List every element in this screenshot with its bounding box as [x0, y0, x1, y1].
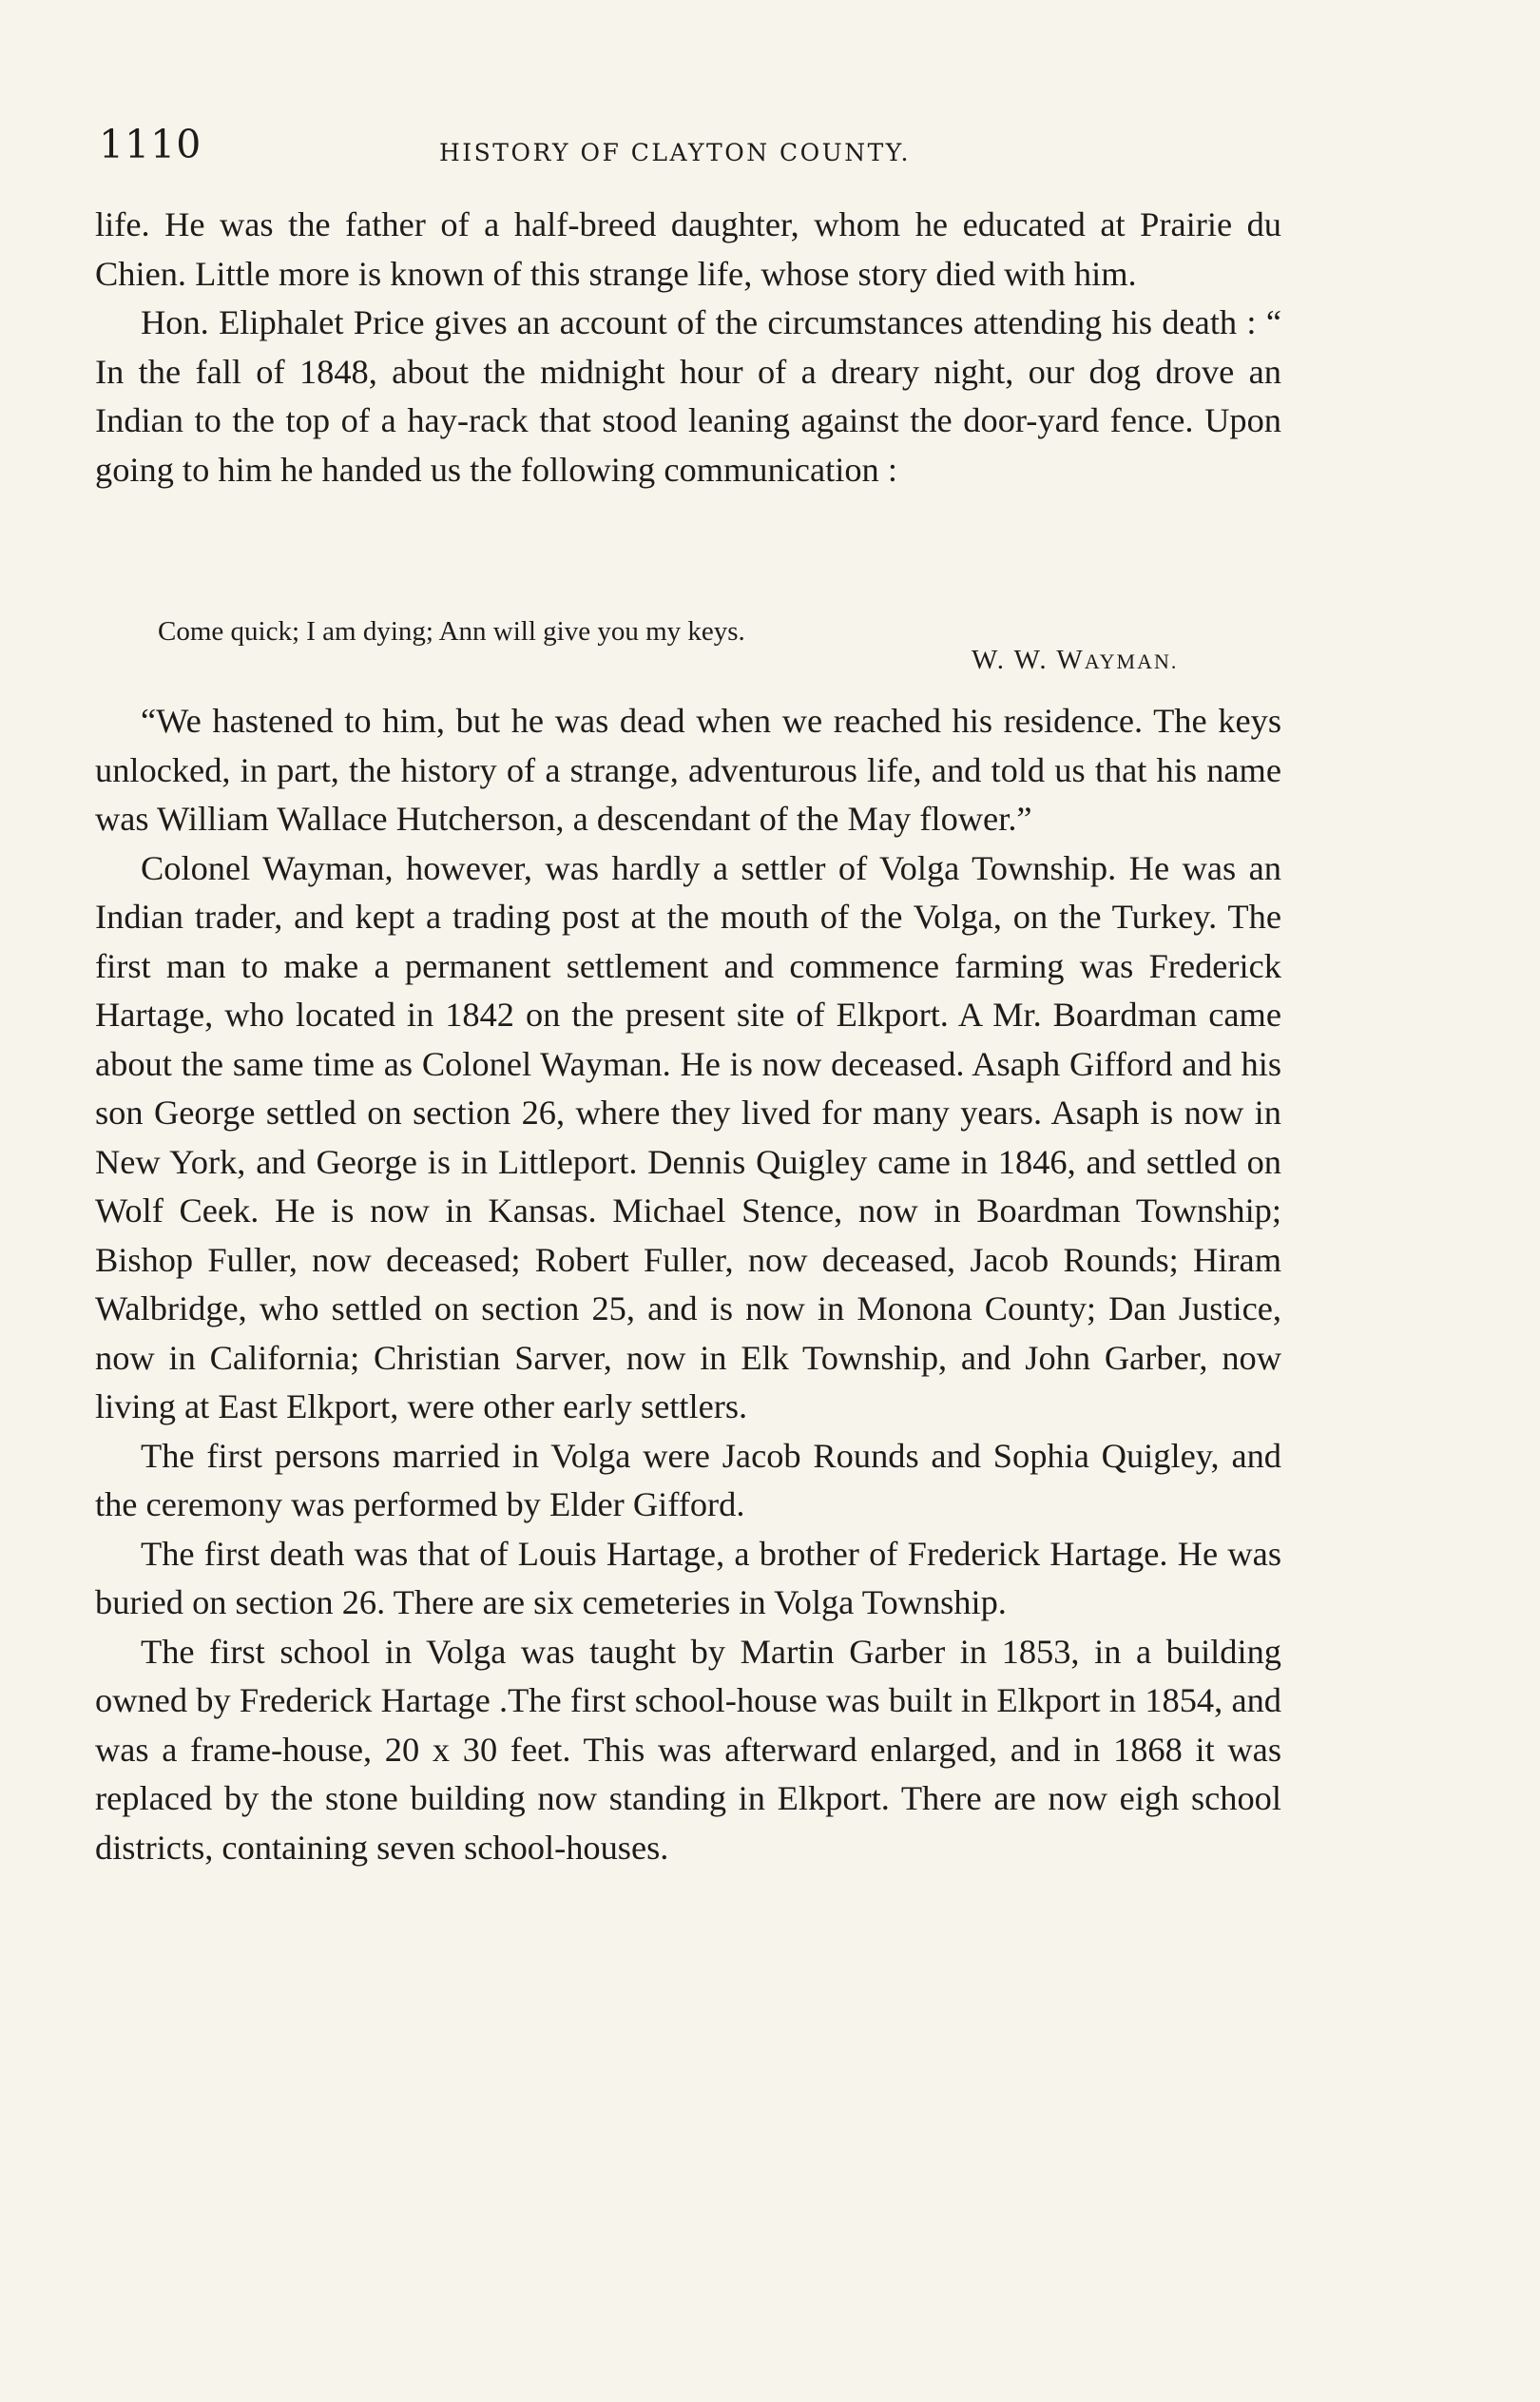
- running-head: HISTORY OF CLAYTON COUNTY.: [439, 139, 912, 166]
- paragraph: The first persons married in Volga were Jacob Rounds and Sophia Quigley, and the ceremony was performed by Elder Gifford.: [95, 1436, 1281, 1523]
- body-text-bottom: [95, 697, 1281, 1872]
- signature-surname: AYMAN.: [1084, 649, 1179, 673]
- signature-initials: W. W. W: [972, 645, 1085, 675]
- paragraph: life. He was the father of a half-breed daughter, whom he educated at Prairie du Chien. Little more is known of this strange life, whose story died with him.: [95, 205, 1281, 293]
- paragraph: Hon. Eliphalet Price gives an account of the circumstances attending his death : “ In the fall of 1848, about the midnight hour of a dreary night, our dog drove an Indian to the top of a hay-rack that stood leaning against the door-yard fence. Upon going to him he handed us the following communication :: [95, 303, 1281, 489]
- note-text: Come quick; I am dying; Ann will give you my keys.: [158, 616, 745, 647]
- paragraph: Colonel Wayman, however, was hardly a settler of Volga Township. He was an Indian trader, and kept a trading post at the mouth of the Volga, on the Turkey. The first man to make a permanent settlement and commence farming was Frederick Hartage, who located in 1842 on the present site of Elkport. A Mr. Boardman came about the same time as Colonel Wayman. He is now deceased. Asaph Gifford and his son George settled on section 26, where they lived for many years. Asaph is now in New York, and George is in Littleport. Dennis Quigley came in 1846, and settled on Wolf Ceek. He is now in Kansas. Michael Stence, now in Boardman Township; Bishop Fuller, now deceased; Robert Fuller, now deceased, Jacob Rounds; Hiram Walbridge, who settled on section 25, and is now in Monona County; Dan Justice, now in California; Christian Sarver, now in Elk Township, and John Garber, now living at East Elkport, were other early settlers.: [95, 848, 1281, 1425]
- paragraph: The first death was that of Louis Hartage, a brother of Frederick Hartage. He was buried on section 26. There are six cemeteries in Volga Township.: [95, 1534, 1281, 1621]
- note-signature: [972, 645, 1178, 676]
- page-header: [95, 122, 1274, 179]
- quoted-note: [158, 616, 1270, 683]
- body-text-top: [95, 201, 1281, 494]
- paragraph: “We hastened to him, but he was dead when we reached his residence. The keys unlocked, in part, the history of a strange, adventurous life, and told us that his name was William Wallace Hutcherson, a descendant of the May flower.”: [95, 702, 1281, 838]
- paragraph: The first school in Volga was taught by Martin Garber in 1853, in a building owned by Frederick Hartage .The first school-house was built in Elkport in 1854, and was a frame-house, 20 x 30 feet. This was afterward enlarged, and in 1868 it was replaced by the stone building now standing in Elkport. There are now eigh school districts, containing seven school-houses.: [95, 1632, 1281, 1867]
- page-number: 1110: [99, 122, 202, 167]
